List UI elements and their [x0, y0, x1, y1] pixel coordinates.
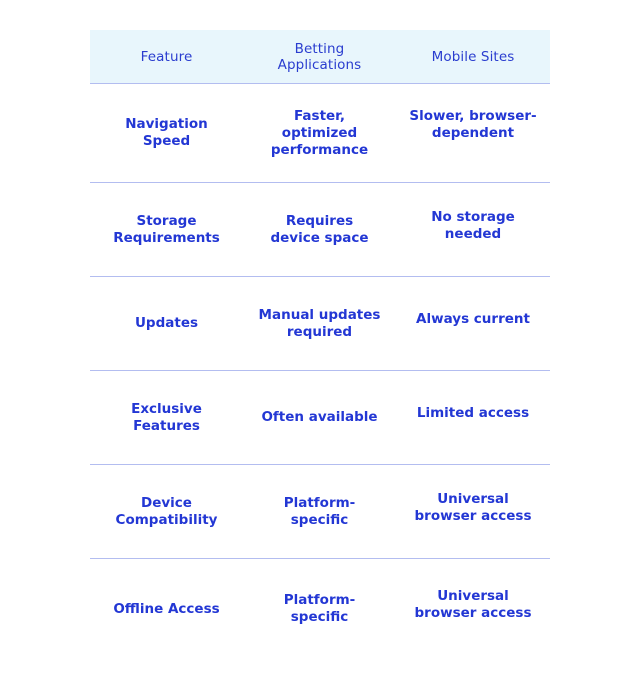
betting-app-cell: Platform-specific	[283, 592, 356, 625]
table-row	[90, 371, 550, 465]
betting-app-cell: Platform-specific	[283, 494, 356, 528]
mobile-site-cell: No storage needed	[431, 208, 515, 242]
mobile-site-cell: Always current	[416, 311, 530, 327]
betting-app-cell: Often available	[261, 409, 378, 425]
mobile-site-cell: Universal browser access	[414, 490, 532, 524]
feature-cell: Storage Requirements	[113, 212, 220, 246]
table-row	[90, 277, 550, 371]
table-header-row	[90, 30, 550, 84]
comparison-table	[90, 30, 550, 659]
column-header-betting-applications: Betting Applications	[277, 40, 362, 73]
feature-cell: Offline Access	[113, 600, 220, 617]
feature-cell: Exclusive Features	[131, 400, 202, 434]
table-row	[90, 559, 550, 659]
mobile-site-cell: Slower, browser-dependent	[409, 108, 537, 141]
feature-cell: Updates	[134, 315, 199, 331]
betting-app-cell: Requires device space	[270, 212, 369, 246]
mobile-site-cell: Limited access	[416, 405, 530, 421]
feature-cell: Navigation Speed	[125, 116, 208, 149]
table-row	[90, 84, 550, 183]
betting-app-cell: Manual updates required	[258, 306, 381, 340]
feature-cell: Device Compatibility	[115, 494, 218, 528]
column-header-mobile-sites: Mobile Sites	[431, 48, 515, 65]
table-row	[90, 183, 550, 277]
mobile-site-cell: Universal browser access	[414, 588, 532, 621]
table-row	[90, 465, 550, 559]
betting-app-cell: Faster, optimized performance	[270, 107, 369, 158]
column-header-feature: Feature	[140, 48, 193, 65]
